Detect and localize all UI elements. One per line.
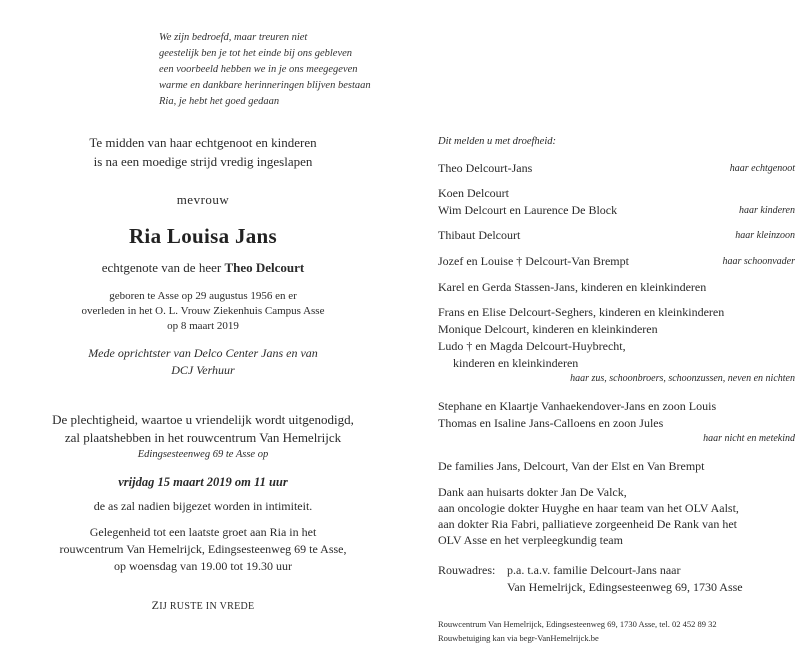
role-nieces: haar nicht en metekind xyxy=(703,433,795,444)
born-line: overleden in het O. L. Vrouw Ziekenhuis Campus Asse xyxy=(81,305,325,317)
visit-line: Gelegenheid tot een laatste groet aan Ria in het xyxy=(89,525,317,539)
role-grandchild: haar kleinzoon xyxy=(735,230,795,241)
announcement-intro xyxy=(48,133,358,171)
mourner-spouse: Theo Delcourt-Jans xyxy=(438,161,533,175)
role-children: haar kinderen xyxy=(738,205,795,216)
poem xyxy=(159,30,371,110)
deceased-name: Ria Louisa Jans xyxy=(128,224,278,248)
role-siblings: haar zus, schoonbroers, schoonzussen, neven en nichten xyxy=(570,373,795,384)
spouse-name: Theo Delcourt xyxy=(224,260,305,275)
poem-line: We zijn bedroefd, maar treuren niet xyxy=(159,32,308,43)
mourner-sibling: Frans en Elise Delcourt-Seghers, kinderen en kleinkinderen xyxy=(438,305,725,319)
mourner-niece: Stephane en Klaartje Vanhaekendover-Jans en zoon Louis xyxy=(438,399,717,413)
mourner-child: Koen Delcourt xyxy=(438,186,509,200)
mourner-niece: Thomas en Isaline Jans-Calloens en zoon Jules xyxy=(438,416,664,430)
mourner-sibling: Monique Delcourt, kinderen en kleinkinderen xyxy=(438,322,658,336)
visitation-note xyxy=(48,524,358,575)
thanks-line: aan dokter Ria Fabri, palliatieve zorgeenheid De Rank van het xyxy=(438,517,738,531)
ceremony-address: Edingsesteenweg 69 te Asse op xyxy=(137,449,269,460)
visit-line: rouwcentrum Van Hemelrijck, Edingsesteenweg 69 te Asse, xyxy=(59,542,347,556)
born-line: op 8 maart 2019 xyxy=(167,320,239,332)
mourner-sibling: Karel en Gerda Stassen-Jans, kinderen en kleinkinderen xyxy=(438,280,707,294)
ceremony-line: De plechtigheid, waartoe u vriendelijk wordt uitgenodigd, xyxy=(52,412,354,427)
born-line: geboren te Asse op 29 augustus 1956 en er xyxy=(109,290,297,302)
burial-note: de as zal nadien bijgezet worden in intimiteit. xyxy=(93,499,313,513)
founder-line: Mede oprichtster van Delco Center Jans en van xyxy=(88,346,318,360)
birth-death-details xyxy=(48,289,358,334)
spouse-line xyxy=(48,260,358,276)
ceremony-line: zal plaatshebben in het rouwcentrum Van Hemelrijck xyxy=(64,430,342,445)
address-line: p.a. t.a.v. familie Delcourt-Jans naar xyxy=(507,563,681,577)
thanks-line: aan oncologie dokter Huyghe en haar team van het OLV Aalst, xyxy=(438,501,739,515)
footer-condolence: Rouwbetuiging kan via begr-VanHemelrijck.be xyxy=(438,633,599,643)
title-mevrouw: mevrouw xyxy=(176,192,230,207)
mourner-sibling: Ludo † en Magda Delcourt-Huybrecht, xyxy=(438,339,626,353)
mourner-father-in-law: Jozef en Louise † Delcourt-Van Brempt xyxy=(438,254,629,268)
spouse-prefix: echtgenote van de heer xyxy=(101,260,222,275)
address-line: Van Hemelrijck, Edingsesteenweg 69, 1730 Asse xyxy=(507,580,743,594)
visit-line: op woensdag van 19.00 tot 19.30 uur xyxy=(114,559,292,573)
mourner-child: Wim Delcourt en Laurence De Block xyxy=(438,203,618,217)
footer-funeral-home: Rouwcentrum Van Hemelrijck, Edingsesteenweg 69, 1730 Asse, tel. 02 452 89 32 xyxy=(438,619,717,629)
founder-line: DCJ Verhuur xyxy=(171,363,235,377)
mourner-sibling-cont: kinderen en kleinkinderen xyxy=(453,356,579,370)
rest-first-letter: Z xyxy=(151,598,160,612)
founder-note xyxy=(48,345,358,379)
thanks-line: Dank aan huisarts dokter Jan De Valck, xyxy=(438,485,627,499)
mourner-grandchild: Thibaut Delcourt xyxy=(438,228,521,242)
poem-line: Ria, je hebt het goed gedaan xyxy=(159,96,280,107)
intro-line: Te midden van haar echtgenoot en kinderen xyxy=(89,135,317,150)
poem-line: warme en dankbare herinneringen blijven bestaan xyxy=(159,80,371,91)
address-label: Rouwadres: xyxy=(438,563,496,577)
poem-line: geestelijk ben je tot het einde bij ons gebleven xyxy=(159,48,353,59)
rest-small-caps: IJ RUSTE IN VREDE xyxy=(159,601,255,612)
mourner-families: De families Jans, Delcourt, Van der Elst en Van Brempt xyxy=(438,459,705,473)
intro-line: is na een moedige strijd vredig ingeslapen xyxy=(93,154,313,169)
mourners-header: Dit melden u met droefheid: xyxy=(438,136,556,147)
role-father-in-law: haar schoonvader xyxy=(722,256,795,267)
poem-line: een voorbeeld hebben we in je ons meegegeven xyxy=(159,64,358,75)
rest-in-peace xyxy=(48,598,358,613)
role-spouse: haar echtgenoot xyxy=(729,163,795,174)
ceremony-date: vrijdag 15 maart 2019 om 11 uur xyxy=(118,475,288,489)
thanks-line: OLV Asse en het verpleegkundig team xyxy=(438,533,623,547)
ceremony-invitation xyxy=(48,411,358,447)
